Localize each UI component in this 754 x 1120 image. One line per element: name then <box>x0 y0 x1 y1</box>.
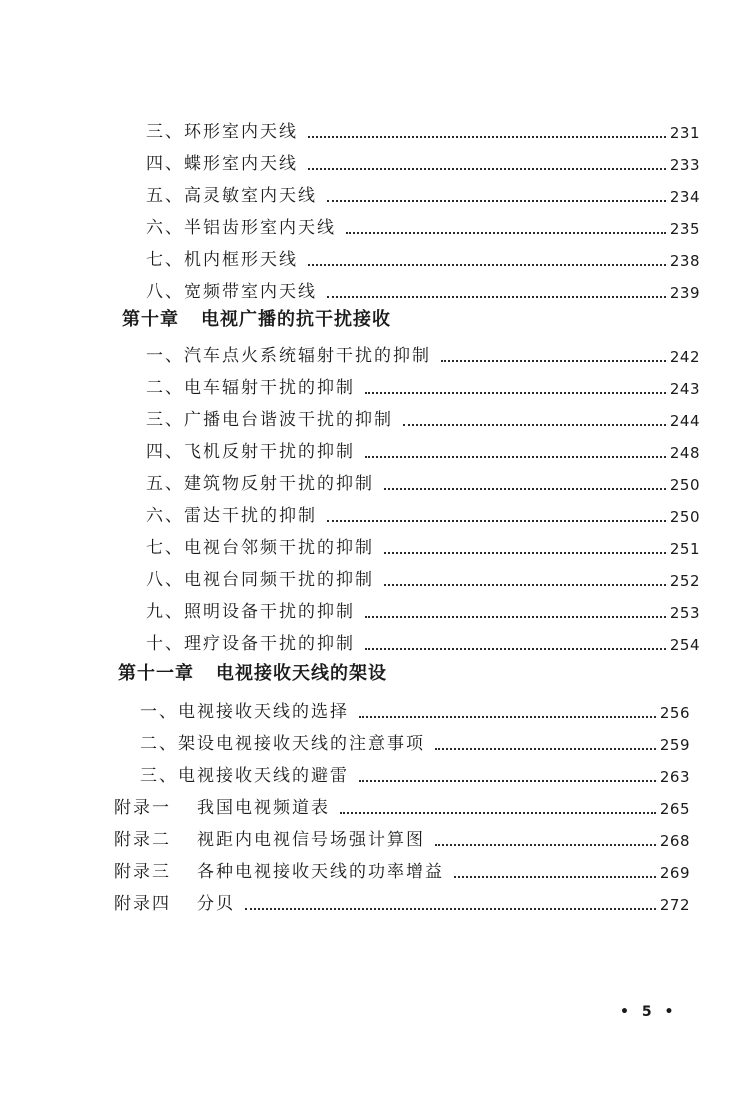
page-ref: 233 <box>669 156 700 174</box>
dot-leader <box>384 487 666 490</box>
dot-leader <box>340 811 656 814</box>
page-ref: 231 <box>669 124 700 142</box>
page-ref: 250 <box>669 476 700 494</box>
page-ref: 242 <box>669 348 700 366</box>
entry-label: 九、照明设备干扰的抑制 <box>146 602 355 622</box>
entry-label: 六、雷达干扰的抑制 <box>146 506 317 526</box>
page-ref: 243 <box>669 380 700 398</box>
chapter-heading <box>118 660 387 688</box>
toc-entry <box>146 406 700 432</box>
chapter-title: 电视广播的抗干扰接收 <box>201 309 391 330</box>
dot-leader <box>454 875 656 878</box>
appendix-label: 附录四 <box>114 894 171 914</box>
page-ref: 265 <box>659 800 690 818</box>
dot-leader <box>403 423 666 426</box>
page-ref: 244 <box>669 412 700 430</box>
dot-leader <box>435 747 656 750</box>
entry-label: 二、架设电视接收天线的注意事项 <box>140 734 425 754</box>
page-ref: 263 <box>659 768 690 786</box>
entry-label: 七、电视台邻频干扰的抑制 <box>146 538 374 558</box>
toc-entry <box>146 502 700 528</box>
appendix-entry <box>114 858 690 884</box>
dot-leader <box>327 295 666 298</box>
entry-label: 二、电车辐射干扰的抑制 <box>146 378 355 398</box>
toc-entry <box>146 278 700 304</box>
appendix-entry <box>114 794 690 820</box>
chapter-heading <box>122 306 391 334</box>
page-ref: 234 <box>669 188 700 206</box>
chapter-number: 第十一章 <box>118 663 194 684</box>
page-ref: 256 <box>659 704 690 722</box>
entry-label: 一、汽车点火系统辐射干扰的抑制 <box>146 346 431 366</box>
entry-label: 一、电视接收天线的选择 <box>140 702 349 722</box>
toc-entry <box>146 534 700 560</box>
entry-label: 八、电视台同频干扰的抑制 <box>146 570 374 590</box>
appendix-label: 附录一 <box>114 798 171 818</box>
dot-leader <box>245 907 656 910</box>
entry-label: 六、半铝齿形室内天线 <box>146 218 336 238</box>
page-ref: 259 <box>659 736 690 754</box>
toc-entry <box>146 630 700 656</box>
dot-leader <box>308 263 666 266</box>
entry-label: 三、电视接收天线的避雷 <box>140 766 349 786</box>
appendix-entry <box>114 890 690 916</box>
dot-leader <box>441 359 666 362</box>
page-ref: 238 <box>669 252 700 270</box>
toc-entry <box>146 374 700 400</box>
chapter-title: 电视接收天线的架设 <box>216 663 387 684</box>
toc-entry <box>146 342 700 368</box>
entry-label: 三、环形室内天线 <box>146 122 298 142</box>
toc-entry <box>146 566 700 592</box>
entry-label: 三、广播电台谐波干扰的抑制 <box>146 410 393 430</box>
entry-label: 八、宽频带室内天线 <box>146 282 317 302</box>
page-ref: 268 <box>659 832 690 850</box>
dot-leader <box>365 647 666 650</box>
toc-entry <box>140 730 690 756</box>
entry-label: 十、理疗设备干扰的抑制 <box>146 634 355 654</box>
entry-label: 七、机内框形天线 <box>146 250 298 270</box>
toc-entry <box>146 470 700 496</box>
appendix-title: 分贝 <box>197 894 235 914</box>
dot-leader <box>365 391 666 394</box>
toc-entry <box>146 438 700 464</box>
dot-leader <box>365 455 666 458</box>
toc-entry <box>146 246 700 272</box>
dot-leader <box>327 519 666 522</box>
toc-entry <box>146 150 700 176</box>
toc-entry <box>146 118 700 144</box>
appendix-entry <box>114 826 690 852</box>
appendix-label: 附录三 <box>114 862 171 882</box>
page-ref: 269 <box>659 864 690 882</box>
entry-label: 四、蝶形室内天线 <box>146 154 298 174</box>
entry-label: 五、高灵敏室内天线 <box>146 186 317 206</box>
page-ref: 250 <box>669 508 700 526</box>
page-number: • 5 • <box>620 1004 678 1020</box>
dot-leader <box>384 583 666 586</box>
appendix-title: 视距内电视信号场强计算图 <box>197 830 425 850</box>
dot-leader <box>308 167 666 170</box>
dot-leader <box>327 199 666 202</box>
page-ref: 252 <box>669 572 700 590</box>
toc-entry <box>140 762 690 788</box>
chapter-number: 第十章 <box>122 309 179 330</box>
page-ref: 239 <box>669 284 700 302</box>
dot-leader <box>308 135 666 138</box>
toc-entry <box>146 598 700 624</box>
appendix-title: 我国电视频道表 <box>197 798 330 818</box>
toc-entry <box>146 214 700 240</box>
dot-leader <box>359 715 656 718</box>
page-ref: 254 <box>669 636 700 654</box>
dot-leader <box>359 779 656 782</box>
appendix-title: 各种电视接收天线的功率增益 <box>197 862 444 882</box>
appendix-label: 附录二 <box>114 830 171 850</box>
page-ref: 272 <box>659 896 690 914</box>
page-ref: 235 <box>669 220 700 238</box>
toc-entry <box>140 698 690 724</box>
dot-leader <box>365 615 666 618</box>
dot-leader <box>384 551 666 554</box>
entry-label: 四、飞机反射干扰的抑制 <box>146 442 355 462</box>
page-ref: 248 <box>669 444 700 462</box>
entry-label: 五、建筑物反射干扰的抑制 <box>146 474 374 494</box>
page-ref: 251 <box>669 540 700 558</box>
toc-entry <box>146 182 700 208</box>
page-ref: 253 <box>669 604 700 622</box>
dot-leader <box>346 231 666 234</box>
dot-leader <box>435 843 656 846</box>
